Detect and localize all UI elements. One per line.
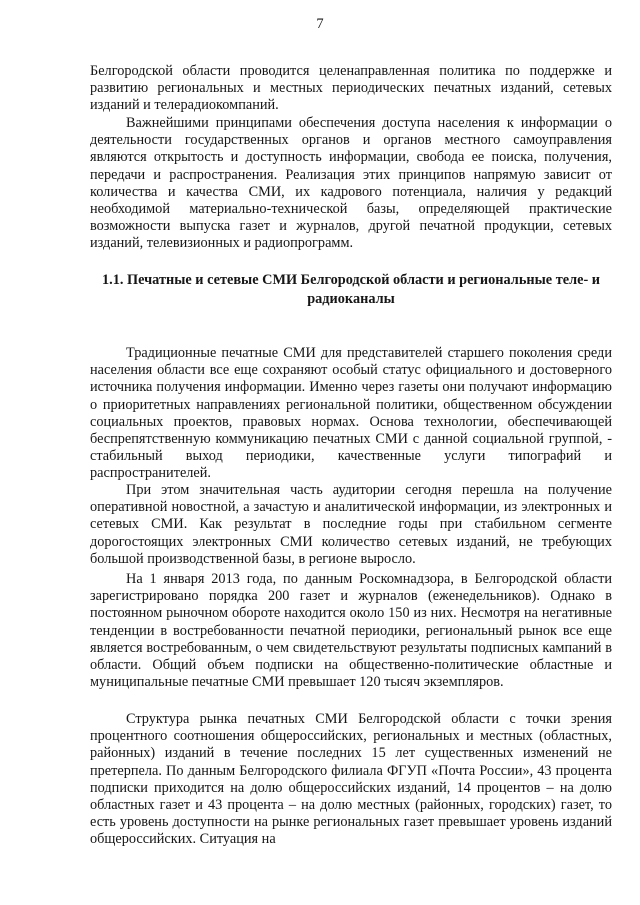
section-heading: 1.1. Печатные и сетевые СМИ Белгородской области и региональные теле- и радиоканалы [101, 272, 601, 307]
paragraph-market-structure: Структура рынка печатных СМИ Белгородской области с точки зрения процентного соотношения общероссийских, региональных и местных (областных, районных) изданий в течение последних 15 лет существенных изменений не претерпела. По данным Белгородского филиала ФГУП «Почта России», 43 процента подписки приходится на долю общероссийских изданий, 14 процентов – на долю областных газет и 43 процента – на долю местных (районных, городских) газет, то есть уровень доступности на рынке региональных газет превышает уровень изданий общероссийских. Ситуация на [90, 711, 612, 848]
paragraph-audience-shift: При этом значительная часть аудитории сегодня перешла на получение оперативной новостной, а зачастую и аналитической информации, из электронных и сетевых СМИ. Как результат в последние годы при стабильном сегменте дорогостоящих электронных СМИ количество сетевых изданий, не требующих большой производственной базы, в регионе выросло. [90, 482, 612, 567]
paragraph-access-principles: Важнейшими принципами обеспечения доступа населения к информации о деятельности государственных органов и органов местного самоуправления являются открытость и доступность информации, свобода ее поиска, получения, передачи и распространения. Реализация этих принципов напрямую зависит от количества и качества СМИ, их кадрового потенциала, наличия у редакций необходимой материально-технической базы, определяющей практические возможности выпуска газет и журналов, другой печатной продукции, сетевых изданий, телевизионных и радиопрограмм. [90, 115, 612, 252]
page-number: 7 [316, 16, 324, 32]
paragraph-intro-continuation: Белгородской области проводится целенаправленная политика по поддержке и развитию региональных и местных периодических печатных изданий, сетевых изданий и телерадиокомпаний. [90, 63, 612, 114]
paragraph-registered-periodicals: На 1 января 2013 года, по данным Роскомнадзора, в Белгородской области зарегистрировано порядка 200 газет и журналов (еженедельников). Однако в постоянном рыночном обороте находится около 150 из них. Несмотря на негативные тенденции в востребованности печатной периодики, региональный рынок все еще является востребованным, о чем свидетельствуют результаты подписных кампаний в области. Общий объем подписки на общественно-политические областные и муниципальные печатные СМИ превышает 120 тысяч экземпляров. [90, 571, 612, 691]
paragraph-traditional-print-media: Традиционные печатные СМИ для представителей старшего поколения среди населения области все еще сохраняют особый статус официального и достоверного источника получения информации. Именно через газеты они получают информацию о приоритетных направлениях региональной политики, общественном обсуждении социальных проектов, правовых нормах. Основа технологии, обеспечивающей беспрепятственную коммуникацию печатных СМИ с данной социальной группой, - стабильный выход периодики, качественные услуги типографий и распространителей. [90, 345, 612, 482]
